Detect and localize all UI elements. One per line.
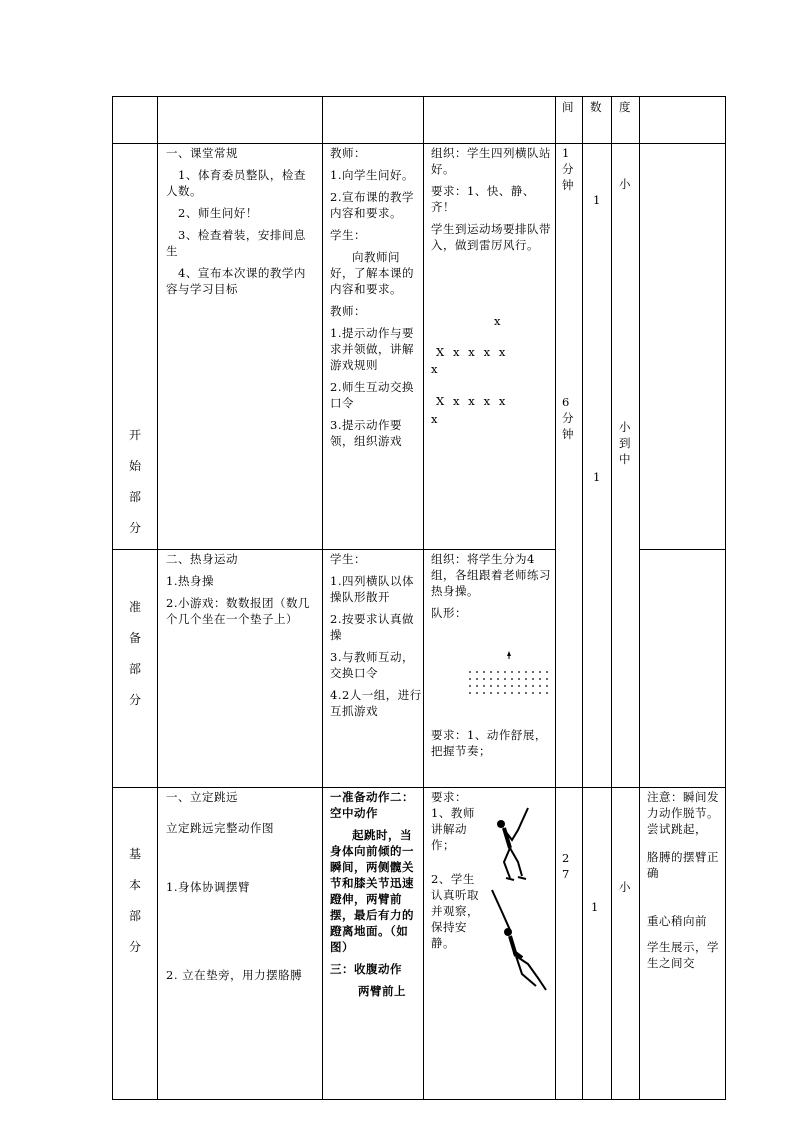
formation-row-2: X x x x x (436, 394, 506, 408)
start-intensity-2: 小到中 (619, 420, 631, 466)
formation-row-2-tail: x (431, 412, 438, 426)
start-count-2: 1 (593, 470, 601, 484)
header-row-bottom (112, 143, 725, 144)
jumper-takeoff-figure (488, 800, 540, 882)
header-intensity: 度 (619, 100, 631, 114)
basic-notes: 注意：瞬间发力动作脱节。 尝试跳起， 胳膊的摆臂正确 重心稍向前 学生展示，学生之间交 (647, 790, 719, 970)
header-count: 数 (590, 100, 602, 114)
basic-requirement-2: 2、学生认真听取并观察，保持安静。 (431, 872, 479, 950)
basic-time: 2 7 (562, 851, 570, 881)
start-count-1: 1 (593, 193, 601, 207)
prepare-requirement: 要求：1、动作舒展，把握节奏； (431, 728, 547, 758)
table-border-left (112, 96, 113, 1100)
table-border-top (112, 96, 725, 97)
basic-content-title: 一、立定跳远 (166, 790, 238, 804)
basic-method: 一准备动作二：空中动作 起跳时，当身体向前倾的一瞬间，两侧髋关节和膝关节迅速蹬伸，两臂前摆，最后有力的蹬离地面。（如图） 三：收腹动作 两臂前上 (330, 790, 414, 998)
basic-content-step-1: 1.身体协调摆臂 (166, 880, 250, 894)
start-section-bottom-right (639, 549, 725, 550)
basic-content-step-2: 2. 立在垫旁，用力摆胳膊 (166, 968, 303, 982)
prepare-content: 二、热身运动 1.热身操 2.小游戏：数数报团（数几个几个坐在一个垫子上） (166, 552, 310, 626)
section-label-prepare: 准 备 部 分 (128, 600, 141, 707)
start-teacher-activity: 教师： 1.向学生问好。 2.宣布课的教学内容和要求。 学生： 向教师问好，了解本课的内容和要求。 教师： 1.提示动作与要求并领做，讲解游戏规则 2.师生互动交换口令 3.提示动作要领，组织游戏 (330, 146, 414, 448)
prepare-section-bottom (112, 787, 725, 788)
table-border-bottom (112, 1099, 725, 1100)
basic-intensity: 小 (619, 880, 631, 894)
section-label-basic: 基 本 部 分 (128, 847, 141, 954)
col-divider-7 (639, 96, 640, 1100)
col-divider-1 (157, 96, 158, 1100)
formation-top: x (494, 314, 501, 328)
basic-requirement-1: 要求：1、教师讲解动作； (431, 790, 475, 852)
start-content: 一、课堂常规 1、体育委员整队，检查人数。 2、师生问好！ 3、检查着装，安排间息生 4、宣布本次课的教学内容与学习目标 (166, 146, 306, 296)
basic-count: 1 (591, 900, 599, 914)
col-divider-3 (423, 96, 424, 1100)
header-time: 间 (562, 100, 574, 114)
start-section-bottom (112, 549, 556, 550)
start-intensity-1: 小 (619, 177, 631, 191)
start-time-1: 1分钟 (562, 146, 574, 192)
prepare-organization: 组织：将学生分为4组，各组跟着老师练习热身操。 队形： (431, 552, 551, 620)
basic-content-diagram-caption: 立定跳远完整动作图 (166, 821, 274, 835)
col-divider-5 (582, 96, 583, 1100)
formation-row-1-tail: x (431, 362, 438, 376)
start-time-2: 6分钟 (562, 395, 574, 441)
section-label-start: 开 始 部 分 (128, 428, 141, 535)
warmup-formation-diagram (464, 650, 554, 698)
prepare-student-activity: 学生： 1.四列横队以体操队形散开 2.按要求认真做操 3.与教师互动，交换口令 4.2人一组，进行互抓游戏 (330, 552, 422, 718)
col-divider-4 (555, 96, 556, 1100)
table-border-right (725, 96, 726, 1100)
col-divider-6 (611, 96, 612, 1100)
start-organization: 组织：学生四列横队站好。 要求：1、快、静、齐！ 学生到运动场要排队带入，做到雷厉风行。 (431, 146, 551, 252)
formation-row-1: X x x x x (436, 345, 506, 359)
col-divider-2 (322, 96, 323, 1100)
jumper-landing-figure (488, 888, 552, 994)
